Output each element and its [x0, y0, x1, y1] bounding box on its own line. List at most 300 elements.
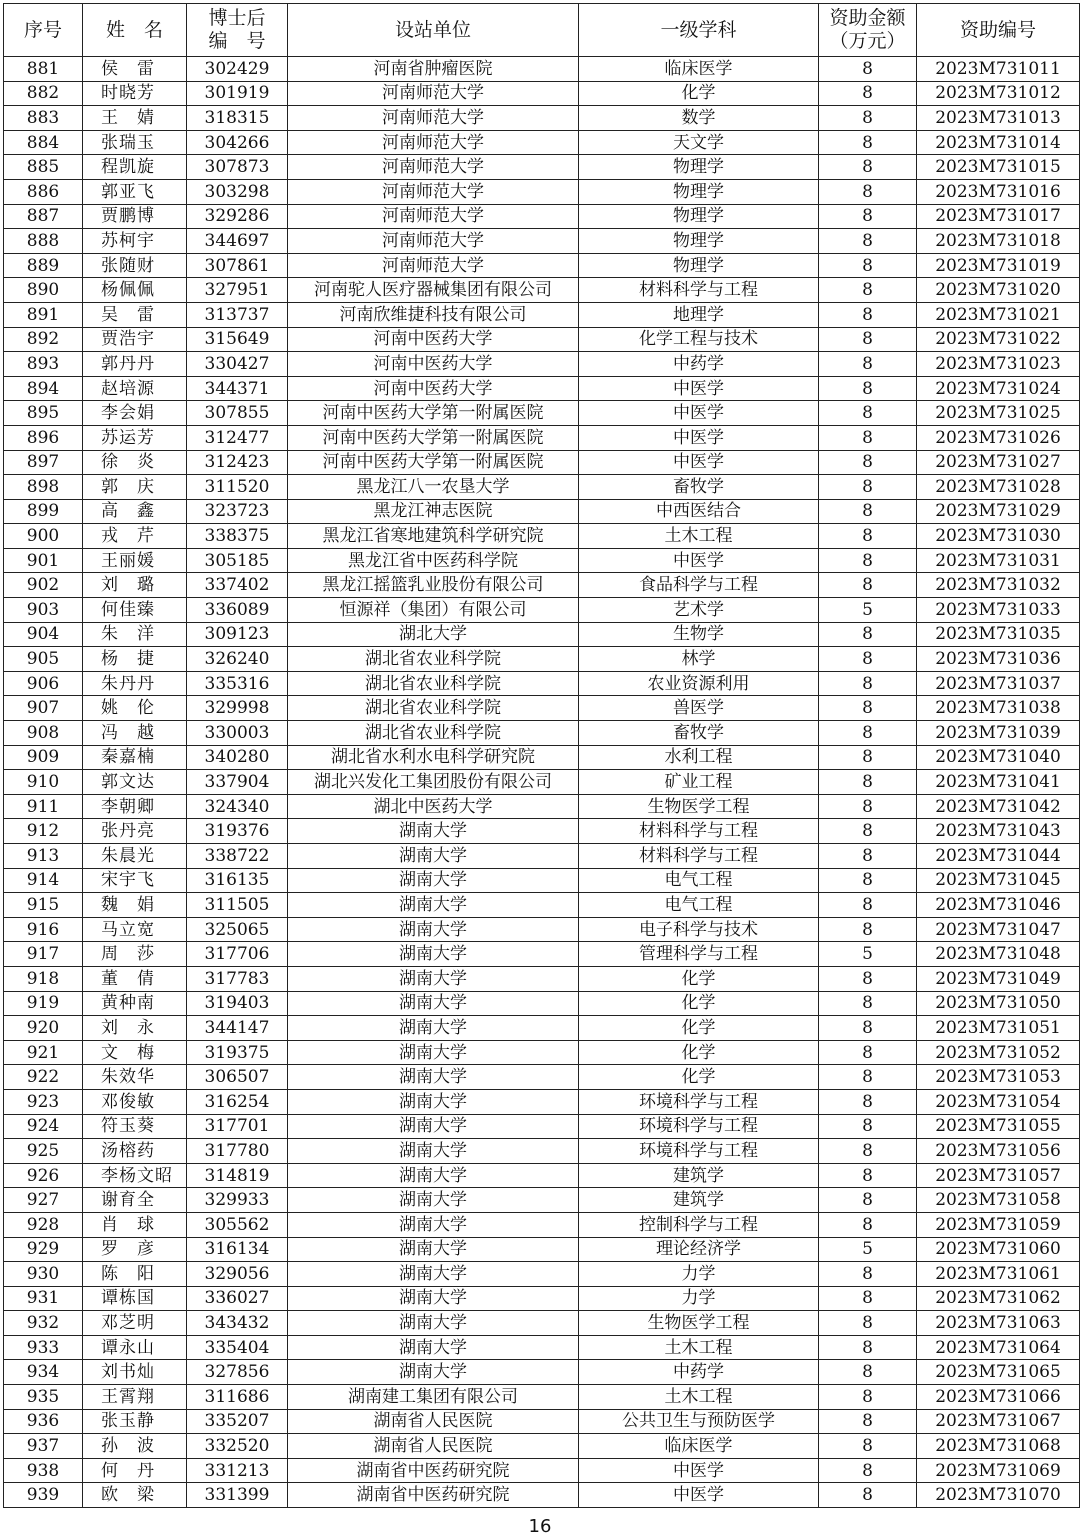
cell-index: 881	[4, 57, 83, 82]
table-row	[4, 991, 1080, 1016]
cell-amount: 8	[819, 352, 917, 377]
table-row	[4, 819, 1080, 844]
cell-postdoc-id: 329056	[187, 1262, 288, 1287]
cell-name: 秦嘉楠	[83, 745, 187, 770]
cell-discipline: 电气工程	[579, 868, 819, 893]
cell-station: 湖南省中医药研究院	[288, 1483, 579, 1508]
cell-amount: 8	[819, 524, 917, 549]
cell-index: 929	[4, 1237, 83, 1262]
cell-index: 923	[4, 1089, 83, 1114]
cell-discipline: 艺术学	[579, 598, 819, 623]
cell-discipline: 天文学	[579, 130, 819, 155]
cell-postdoc-id: 336089	[187, 598, 288, 623]
cell-postdoc-id: 332520	[187, 1434, 288, 1459]
cell-name: 李会娟	[83, 401, 187, 426]
cell-station: 湖南大学	[288, 1016, 579, 1041]
cell-discipline: 中医学	[579, 450, 819, 475]
cell-index: 885	[4, 155, 83, 180]
table-row	[4, 794, 1080, 819]
cell-amount: 5	[819, 942, 917, 967]
cell-station: 湖南大学	[288, 1212, 579, 1237]
header-index: 序号	[4, 4, 83, 57]
cell-index: 887	[4, 204, 83, 229]
cell-name: 苏运芳	[83, 425, 187, 450]
cell-postdoc-id: 340280	[187, 745, 288, 770]
cell-station: 湖南大学	[288, 868, 579, 893]
cell-postdoc-id: 338375	[187, 524, 288, 549]
cell-name: 文 梅	[83, 1040, 187, 1065]
cell-postdoc-id: 335316	[187, 671, 288, 696]
cell-grant-id: 2023M731023	[917, 352, 1080, 377]
table-row	[4, 696, 1080, 721]
cell-name: 朱丹丹	[83, 671, 187, 696]
cell-index: 938	[4, 1458, 83, 1483]
table-row	[4, 721, 1080, 746]
cell-discipline: 畜牧学	[579, 475, 819, 500]
cell-index: 884	[4, 130, 83, 155]
table-row	[4, 1040, 1080, 1065]
cell-postdoc-id: 311505	[187, 893, 288, 918]
cell-grant-id: 2023M731042	[917, 794, 1080, 819]
cell-amount: 8	[819, 770, 917, 795]
cell-grant-id: 2023M731033	[917, 598, 1080, 623]
cell-name: 张随财	[83, 253, 187, 278]
cell-postdoc-id: 317780	[187, 1139, 288, 1164]
cell-index: 930	[4, 1262, 83, 1287]
cell-discipline: 理论经济学	[579, 1237, 819, 1262]
cell-amount: 8	[819, 966, 917, 991]
cell-discipline: 土木工程	[579, 1335, 819, 1360]
cell-index: 898	[4, 475, 83, 500]
cell-postdoc-id: 323723	[187, 499, 288, 524]
cell-discipline: 电子科学与技术	[579, 917, 819, 942]
cell-index: 926	[4, 1163, 83, 1188]
cell-station: 河南师范大学	[288, 253, 579, 278]
cell-grant-id: 2023M731049	[917, 966, 1080, 991]
cell-index: 936	[4, 1409, 83, 1434]
cell-amount: 8	[819, 868, 917, 893]
table-row	[4, 401, 1080, 426]
cell-station: 湖南大学	[288, 942, 579, 967]
cell-amount: 8	[819, 671, 917, 696]
cell-postdoc-id: 331399	[187, 1483, 288, 1508]
cell-discipline: 力学	[579, 1286, 819, 1311]
cell-index: 907	[4, 696, 83, 721]
cell-discipline: 建筑学	[579, 1188, 819, 1213]
header-name: 姓 名	[83, 4, 187, 57]
cell-grant-id: 2023M731040	[917, 745, 1080, 770]
cell-index: 915	[4, 893, 83, 918]
cell-grant-id: 2023M731064	[917, 1335, 1080, 1360]
cell-discipline: 化学	[579, 966, 819, 991]
cell-discipline: 化学	[579, 1040, 819, 1065]
table-row	[4, 499, 1080, 524]
table-row	[4, 622, 1080, 647]
cell-postdoc-id: 336027	[187, 1286, 288, 1311]
cell-index: 894	[4, 376, 83, 401]
cell-amount: 8	[819, 893, 917, 918]
cell-discipline: 环境科学与工程	[579, 1139, 819, 1164]
cell-grant-id: 2023M731061	[917, 1262, 1080, 1287]
table-row	[4, 229, 1080, 254]
cell-discipline: 土木工程	[579, 1385, 819, 1410]
cell-postdoc-id: 337402	[187, 573, 288, 598]
cell-postdoc-id: 330427	[187, 352, 288, 377]
cell-discipline: 材料科学与工程	[579, 278, 819, 303]
cell-index: 924	[4, 1114, 83, 1139]
cell-amount: 8	[819, 991, 917, 1016]
cell-index: 918	[4, 966, 83, 991]
cell-discipline: 环境科学与工程	[579, 1089, 819, 1114]
cell-index: 922	[4, 1065, 83, 1090]
cell-discipline: 中医学	[579, 548, 819, 573]
cell-discipline: 土木工程	[579, 524, 819, 549]
cell-station: 湖南大学	[288, 1139, 579, 1164]
cell-amount: 8	[819, 1040, 917, 1065]
cell-postdoc-id: 317706	[187, 942, 288, 967]
cell-amount: 5	[819, 1237, 917, 1262]
cell-name: 刘书灿	[83, 1360, 187, 1385]
cell-name: 时晓芳	[83, 81, 187, 106]
cell-station: 黑龙江八一农垦大学	[288, 475, 579, 500]
cell-postdoc-id: 311686	[187, 1385, 288, 1410]
cell-index: 899	[4, 499, 83, 524]
cell-amount: 8	[819, 253, 917, 278]
cell-name: 郭丹丹	[83, 352, 187, 377]
cell-name: 戎 芹	[83, 524, 187, 549]
cell-station: 湖南大学	[288, 844, 579, 869]
cell-station: 黑龙江神志医院	[288, 499, 579, 524]
cell-grant-id: 2023M731016	[917, 179, 1080, 204]
cell-grant-id: 2023M731030	[917, 524, 1080, 549]
cell-grant-id: 2023M731027	[917, 450, 1080, 475]
cell-amount: 8	[819, 376, 917, 401]
cell-station: 河南中医药大学第一附属医院	[288, 450, 579, 475]
cell-station: 河南中医药大学	[288, 352, 579, 377]
funding-list-sheet	[3, 3, 1080, 1508]
cell-station: 湖北省农业科学院	[288, 647, 579, 672]
cell-discipline: 中西医结合	[579, 499, 819, 524]
cell-amount: 8	[819, 1262, 917, 1287]
cell-name: 孙 波	[83, 1434, 187, 1459]
cell-amount: 8	[819, 450, 917, 475]
cell-index: 909	[4, 745, 83, 770]
cell-amount: 8	[819, 302, 917, 327]
cell-amount: 8	[819, 130, 917, 155]
cell-grant-id: 2023M731041	[917, 770, 1080, 795]
cell-station: 河南欣维捷科技有限公司	[288, 302, 579, 327]
cell-amount: 8	[819, 1065, 917, 1090]
cell-postdoc-id: 309123	[187, 622, 288, 647]
cell-grant-id: 2023M731048	[917, 942, 1080, 967]
table-row	[4, 1114, 1080, 1139]
cell-discipline: 农业资源利用	[579, 671, 819, 696]
cell-discipline: 化学	[579, 1065, 819, 1090]
cell-name: 刘 永	[83, 1016, 187, 1041]
cell-postdoc-id: 327856	[187, 1360, 288, 1385]
cell-postdoc-id: 304266	[187, 130, 288, 155]
cell-index: 900	[4, 524, 83, 549]
cell-index: 904	[4, 622, 83, 647]
table-row	[4, 893, 1080, 918]
cell-index: 903	[4, 598, 83, 623]
table-row	[4, 1188, 1080, 1213]
cell-postdoc-id: 330003	[187, 721, 288, 746]
cell-name: 贾浩宇	[83, 327, 187, 352]
cell-index: 911	[4, 794, 83, 819]
cell-postdoc-id: 337904	[187, 770, 288, 795]
cell-grant-id: 2023M731022	[917, 327, 1080, 352]
cell-postdoc-id: 326240	[187, 647, 288, 672]
cell-index: 901	[4, 548, 83, 573]
cell-postdoc-id: 311520	[187, 475, 288, 500]
cell-index: 882	[4, 81, 83, 106]
table-row	[4, 942, 1080, 967]
cell-discipline: 中医学	[579, 401, 819, 426]
cell-name: 郭文达	[83, 770, 187, 795]
cell-index: 932	[4, 1311, 83, 1336]
cell-discipline: 化学	[579, 1016, 819, 1041]
cell-postdoc-id: 302429	[187, 57, 288, 82]
cell-name: 姚 伦	[83, 696, 187, 721]
cell-discipline: 物理学	[579, 253, 819, 278]
cell-grant-id: 2023M731057	[917, 1163, 1080, 1188]
cell-station: 湖南大学	[288, 1188, 579, 1213]
cell-station: 恒源祥（集团）有限公司	[288, 598, 579, 623]
table-row	[4, 671, 1080, 696]
cell-name: 杨佩佩	[83, 278, 187, 303]
cell-index: 933	[4, 1335, 83, 1360]
cell-index: 934	[4, 1360, 83, 1385]
table-row	[4, 425, 1080, 450]
cell-index: 890	[4, 278, 83, 303]
cell-station: 河南师范大学	[288, 179, 579, 204]
cell-name: 王丽媛	[83, 548, 187, 573]
cell-discipline: 电气工程	[579, 893, 819, 918]
cell-amount: 8	[819, 573, 917, 598]
cell-grant-id: 2023M731013	[917, 106, 1080, 131]
table-row	[4, 475, 1080, 500]
cell-index: 902	[4, 573, 83, 598]
cell-amount: 8	[819, 401, 917, 426]
cell-grant-id: 2023M731068	[917, 1434, 1080, 1459]
cell-index: 914	[4, 868, 83, 893]
table-row	[4, 327, 1080, 352]
cell-station: 湖南大学	[288, 1163, 579, 1188]
cell-name: 欧 梁	[83, 1483, 187, 1508]
cell-amount: 8	[819, 1483, 917, 1508]
cell-postdoc-id: 307873	[187, 155, 288, 180]
cell-postdoc-id: 301919	[187, 81, 288, 106]
cell-name: 魏 娟	[83, 893, 187, 918]
cell-discipline: 物理学	[579, 204, 819, 229]
cell-name: 郭亚飞	[83, 179, 187, 204]
cell-name: 符玉葵	[83, 1114, 187, 1139]
table-row	[4, 548, 1080, 573]
cell-discipline: 中药学	[579, 1360, 819, 1385]
cell-grant-id: 2023M731036	[917, 647, 1080, 672]
cell-grant-id: 2023M731065	[917, 1360, 1080, 1385]
cell-amount: 8	[819, 647, 917, 672]
table-row	[4, 524, 1080, 549]
cell-amount: 8	[819, 1139, 917, 1164]
cell-grant-id: 2023M731020	[917, 278, 1080, 303]
cell-amount: 8	[819, 917, 917, 942]
cell-name: 徐 炎	[83, 450, 187, 475]
cell-grant-id: 2023M731031	[917, 548, 1080, 573]
cell-amount: 8	[819, 81, 917, 106]
cell-postdoc-id: 307861	[187, 253, 288, 278]
cell-discipline: 生物医学工程	[579, 1311, 819, 1336]
cell-postdoc-id: 344147	[187, 1016, 288, 1041]
cell-discipline: 林学	[579, 647, 819, 672]
table-row	[4, 450, 1080, 475]
cell-discipline: 物理学	[579, 155, 819, 180]
cell-postdoc-id: 305562	[187, 1212, 288, 1237]
cell-name: 汤榕药	[83, 1139, 187, 1164]
table-row	[4, 1434, 1080, 1459]
cell-index: 913	[4, 844, 83, 869]
cell-postdoc-id: 329286	[187, 204, 288, 229]
cell-discipline: 力学	[579, 1262, 819, 1287]
cell-name: 陈 阳	[83, 1262, 187, 1287]
cell-amount: 8	[819, 1335, 917, 1360]
cell-name: 何 丹	[83, 1458, 187, 1483]
cell-index: 888	[4, 229, 83, 254]
cell-grant-id: 2023M731012	[917, 81, 1080, 106]
table-row	[4, 352, 1080, 377]
cell-postdoc-id: 329998	[187, 696, 288, 721]
cell-name: 朱晨光	[83, 844, 187, 869]
cell-discipline: 生物学	[579, 622, 819, 647]
cell-amount: 8	[819, 229, 917, 254]
cell-station: 湖北大学	[288, 622, 579, 647]
cell-station: 湖南省中医药研究院	[288, 1458, 579, 1483]
cell-amount: 8	[819, 57, 917, 82]
cell-grant-id: 2023M731015	[917, 155, 1080, 180]
cell-grant-id: 2023M731045	[917, 868, 1080, 893]
cell-amount: 8	[819, 1212, 917, 1237]
header-amount: 资助金额 （万元）	[819, 4, 917, 57]
cell-name: 吴 雷	[83, 302, 187, 327]
table-row	[4, 57, 1080, 82]
table-row	[4, 1016, 1080, 1041]
cell-station: 湖北中医药大学	[288, 794, 579, 819]
cell-name: 谭栋国	[83, 1286, 187, 1311]
cell-station: 湖南大学	[288, 1040, 579, 1065]
cell-name: 谭永山	[83, 1335, 187, 1360]
cell-amount: 8	[819, 622, 917, 647]
cell-grant-id: 2023M731019	[917, 253, 1080, 278]
cell-station: 湖南大学	[288, 966, 579, 991]
cell-station: 湖北省水利水电科学研究院	[288, 745, 579, 770]
cell-grant-id: 2023M731054	[917, 1089, 1080, 1114]
cell-postdoc-id: 317701	[187, 1114, 288, 1139]
table-row	[4, 1385, 1080, 1410]
cell-name: 宋宇飞	[83, 868, 187, 893]
cell-discipline: 化学	[579, 81, 819, 106]
cell-grant-id: 2023M731044	[917, 844, 1080, 869]
table-row	[4, 1139, 1080, 1164]
cell-station: 湖南大学	[288, 1114, 579, 1139]
cell-postdoc-id: 315649	[187, 327, 288, 352]
cell-name: 张丹亮	[83, 819, 187, 844]
cell-amount: 8	[819, 1311, 917, 1336]
cell-postdoc-id: 344371	[187, 376, 288, 401]
cell-station: 河南省肿瘤医院	[288, 57, 579, 82]
cell-discipline: 中医学	[579, 376, 819, 401]
table-row	[4, 770, 1080, 795]
cell-name: 贾鹏博	[83, 204, 187, 229]
cell-discipline: 中医学	[579, 1483, 819, 1508]
cell-station: 湖南大学	[288, 1311, 579, 1336]
cell-station: 湖南建工集团有限公司	[288, 1385, 579, 1410]
table-row	[4, 1089, 1080, 1114]
table-row	[4, 1262, 1080, 1287]
cell-postdoc-id: 312423	[187, 450, 288, 475]
header-discipline: 一级学科	[579, 4, 819, 57]
cell-postdoc-id: 317783	[187, 966, 288, 991]
cell-postdoc-id: 316134	[187, 1237, 288, 1262]
cell-postdoc-id: 314819	[187, 1163, 288, 1188]
cell-index: 939	[4, 1483, 83, 1508]
cell-station: 河南师范大学	[288, 229, 579, 254]
cell-postdoc-id: 343432	[187, 1311, 288, 1336]
cell-amount: 8	[819, 696, 917, 721]
cell-postdoc-id: 335207	[187, 1409, 288, 1434]
cell-postdoc-id: 312477	[187, 425, 288, 450]
cell-grant-id: 2023M731026	[917, 425, 1080, 450]
cell-amount: 8	[819, 179, 917, 204]
cell-grant-id: 2023M731056	[917, 1139, 1080, 1164]
cell-postdoc-id: 316135	[187, 868, 288, 893]
cell-amount: 8	[819, 1114, 917, 1139]
cell-station: 湖南大学	[288, 1335, 579, 1360]
cell-postdoc-id: 329933	[187, 1188, 288, 1213]
cell-amount: 8	[819, 106, 917, 131]
cell-postdoc-id: 319376	[187, 819, 288, 844]
cell-amount: 8	[819, 1089, 917, 1114]
cell-name: 朱 洋	[83, 622, 187, 647]
cell-postdoc-id: 319403	[187, 991, 288, 1016]
cell-grant-id: 2023M731060	[917, 1237, 1080, 1262]
header-postdoc-id: 博士后 编 号	[187, 4, 288, 57]
cell-postdoc-id: 318315	[187, 106, 288, 131]
cell-name: 张瑞玉	[83, 130, 187, 155]
cell-grant-id: 2023M731058	[917, 1188, 1080, 1213]
cell-index: 916	[4, 917, 83, 942]
cell-grant-id: 2023M731014	[917, 130, 1080, 155]
table-row	[4, 647, 1080, 672]
cell-grant-id: 2023M731047	[917, 917, 1080, 942]
cell-name: 侯 雷	[83, 57, 187, 82]
cell-amount: 8	[819, 1188, 917, 1213]
cell-station: 河南中医药大学	[288, 376, 579, 401]
cell-name: 程凯旋	[83, 155, 187, 180]
cell-station: 河南师范大学	[288, 204, 579, 229]
cell-amount: 8	[819, 745, 917, 770]
cell-station: 湖南大学	[288, 1360, 579, 1385]
table-row	[4, 917, 1080, 942]
cell-station: 湖南省人民医院	[288, 1409, 579, 1434]
cell-postdoc-id: 331213	[187, 1458, 288, 1483]
cell-index: 895	[4, 401, 83, 426]
cell-grant-id: 2023M731055	[917, 1114, 1080, 1139]
cell-index: 896	[4, 425, 83, 450]
cell-amount: 8	[819, 1016, 917, 1041]
cell-index: 905	[4, 647, 83, 672]
cell-index: 906	[4, 671, 83, 696]
